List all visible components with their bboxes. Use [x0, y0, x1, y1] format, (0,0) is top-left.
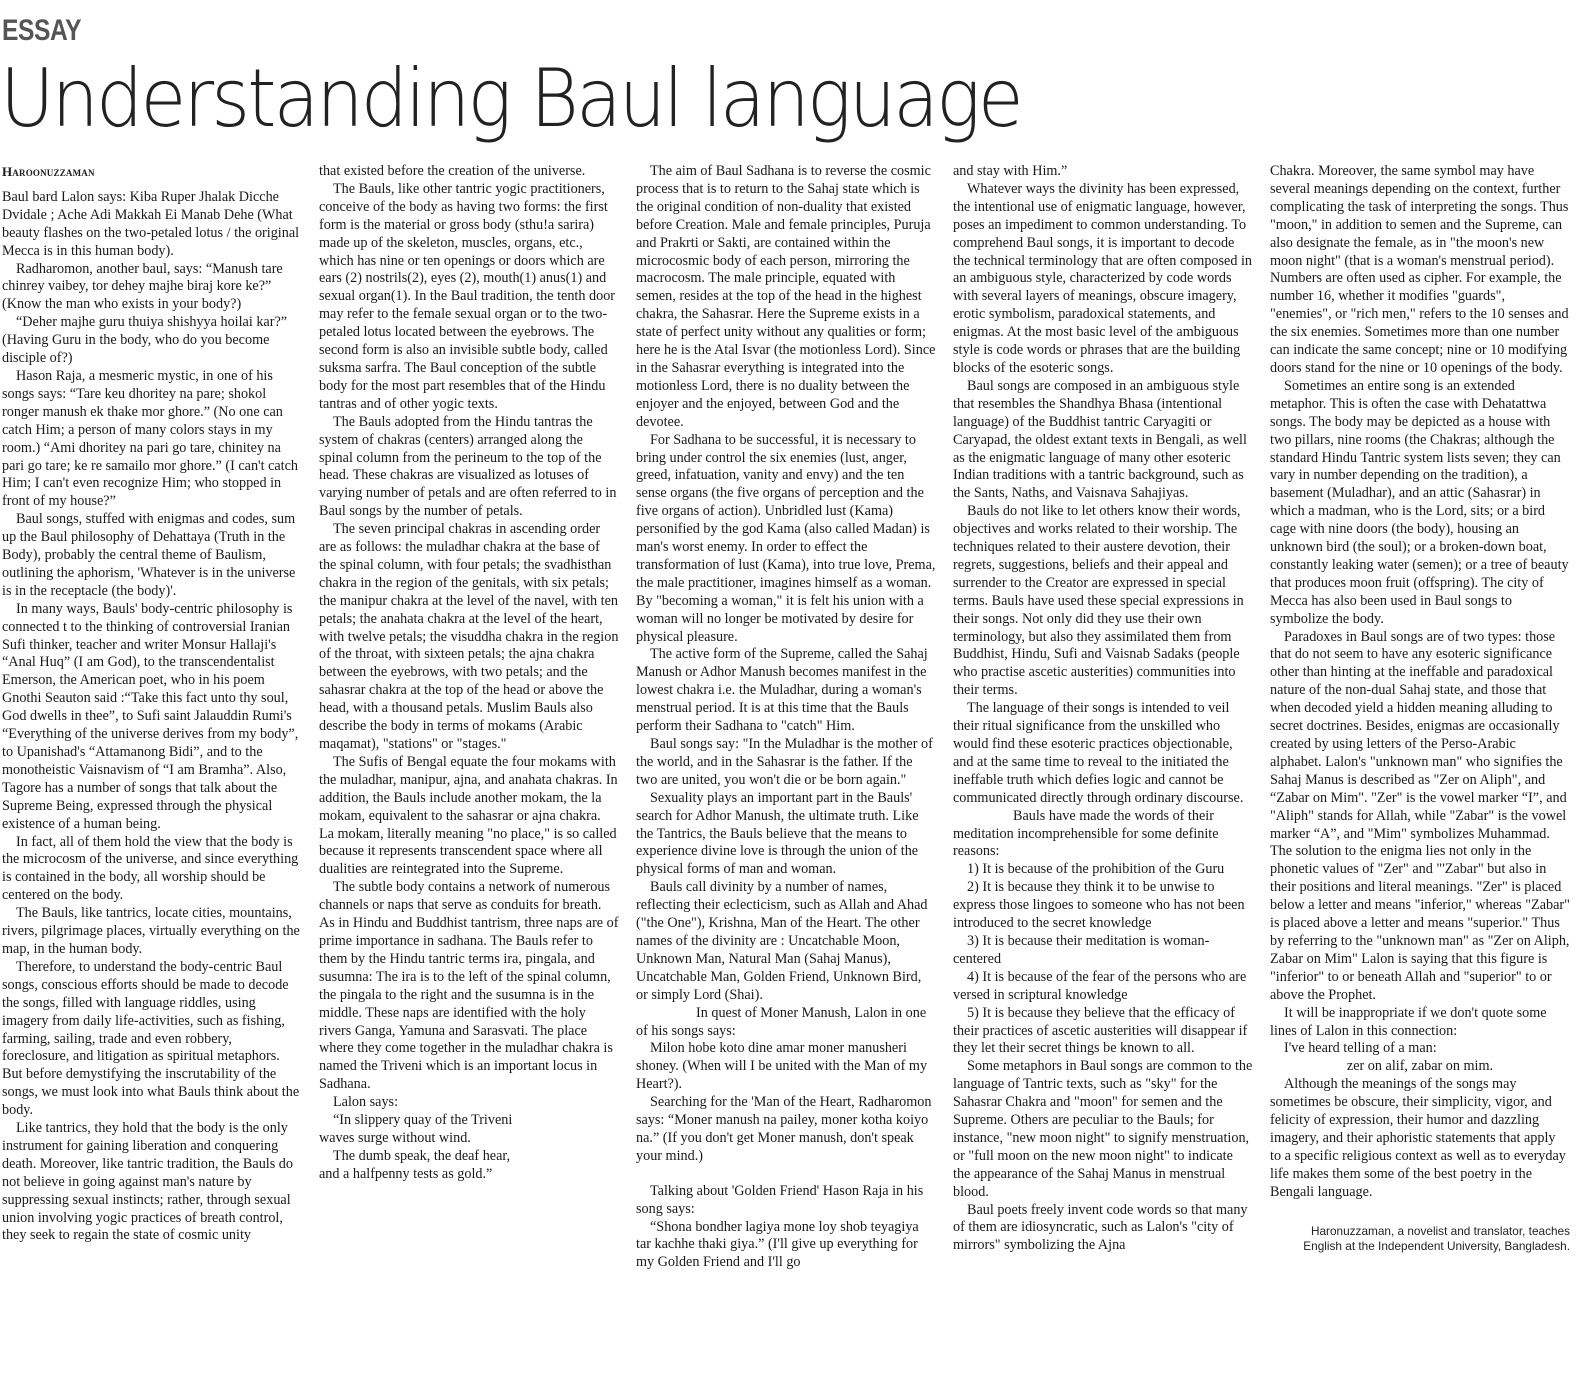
paragraph: Baul bard Lalon says: Kiba Ruper Jhalak Dicche Dvidale ; Ache Adi Makkah Ei Manab Dehe (What beauty flashes on the two-petaled lotus / the original Mecca is in this human body).	[2, 188, 300, 259]
paragraph: It will be inappropriate if we don't quote some lines of Lalon in this connection:	[1270, 1004, 1547, 1039]
verse-line: waves surge without wind.	[319, 1129, 471, 1146]
paragraph: Whatever ways the divinity has been expressed, the intentional use of enigmatic language, however, poses an impediment to common understanding. To comprehend Baul songs, it is important to decode the technical terminology that are often composed in an ambiguous style, characterized by code words with several layers of meanings, obscure imagery, erotic symbolism, paradoxical statements, and enigmas. At the most basic level of the ambiguous style is code words or phrases that are the building blocks of the esoteric songs.	[953, 180, 1253, 376]
verse-line: and a halfpenny tests as gold.”	[319, 1165, 493, 1182]
verse-line: The dumb speak, the deaf hear,	[333, 1147, 511, 1164]
paragraph: and stay with Him.”	[953, 163, 1068, 179]
paragraph: Some metaphors in Baul songs are common to the language of Tantric texts, such as "sky" for the Sahasrar Chakra and "moon" for semen and the Supreme. Others are peculiar to the Bauls; for instance, "new moon night" to signify menstruation, or "full moon on the new moon night" to indicate the appearance of the Sahaj Manus in menstrual blood.	[953, 1058, 1253, 1200]
paragraph: The subtle body contains a network of numerous channels or naps that serve as conduits for breath. As in Hindu and Buddhist tantrism, three naps are of prime importance in sadhana. The Bauls refer to them by the Hindu tantric terms ira, pingala, and susumna: The ira is to the left of the spinal column, the pingala to the right and the susumna is in the middle. These naps are identified with the holy rivers Ganga, Yamuna and Sarasvati. The place where they come together in the muladhar chakra is named the Triveni which is an important locus in Sadhana.	[319, 879, 619, 1093]
paragraph: Milon hobe koto dine amar moner manusheri shoney. (When will I be united with the Man of my Heart?).	[636, 1040, 928, 1093]
paragraph: In many ways, Bauls' body-centric philosophy is connected t to the thinking of controversial Iranian Sufi thinker, teacher and writer Monsur Hallaji's “Anal Huq” (I am God), to the transcendentalist Emerson, the American poet, who in his poem Gnothi Seauton said :“Take this fact unto thy soul, God dwells in thee”, to Sufi saint Jalauddin Rumi's “Everything of the universe derives from my body”, to Upanishad's “Attamanong Bidi”, and to the monotheistic Vaisnavism of “I am Bramha”. Also, Tagore has a number of songs that talk about the Supreme Being, expressed through the physical existence of a human being.	[2, 600, 299, 832]
paragraph: Bauls have made the words of their meditation incomprehensible for some definite reasons:	[953, 807, 1219, 860]
paragraph: that existed before the creation of the universe.	[319, 163, 586, 179]
list-item: 4) It is because of the fear of the persons who are versed in scriptural knowledge	[953, 968, 1247, 1003]
list-item: 1) It is because of the prohibition of the Guru	[967, 861, 1225, 878]
paragraph: In fact, all of them hold the view that the body is the microcosm of the universe, and since everything is contained in the body, all worship should be centered on the body.	[2, 833, 299, 904]
paragraph: The aim of Baul Sadhana is to reverse the cosmic process that is to return to the Sahaj state which is the original condition of non-duality that existed before Creation. Male and female principles, Puruja and Prakrti or Sakti, are contained within the microcosmic body of each person, mirroring the macrocosm. The male principle, equated with semen, resides at the top of the head in the highest chakra, the Sahasrar. Here the Supreme exists in a state of perfect unity without any qualities or form; here he is the Atal Isvar (the motionless Lord). Since in the Sahasrar everything is integrated into the motionless Lord, there is no duality between the enjoyer and the enjoyed, between God and the devotee.	[636, 163, 936, 430]
paragraph: The language of their songs is intended to veil their ritual significance from the unskilled who would find these esoteric practices objectionable, and at the same time to reveal to the initiated the ineffable truth which defies logic and cannot be communicated directly through ordinary discourse.	[953, 700, 1244, 806]
spacer	[636, 1166, 936, 1183]
page-title: Understanding Baul language	[0, 52, 1021, 145]
paragraph: Hason Raja, a mesmeric mystic, in one of his songs says: “Tare keu dhoritey na pare; shokol ronger manush ek thake mor ghore.” (No one can catch Him; a person of many colors stays in my room.) “Ami dhoritey na pari go tare, chinitey na pari go tare; ke re samailo mor ghore.” (I can't catch Him; I can't even recognize Him; who stopped in front of my house?”	[2, 367, 299, 510]
paragraph: For Sadhana to be successful, it is necessary to bring under control the six enemies (lust, anger, greed, infatuation, vanity and envy) and the ten sense organs (the five organs of perception and the five organs of action). Unbridled lust (Kama) personified by the god Kama (also called Madan) is man's worst enemy. In order to effect the transformation of lust (Kama), into true love, Prema, the male practitioner, imagines himself as a woman. By "becoming a woman," it is felt his union with a woman will no longer be motivated by desire for physical pleasure.	[636, 431, 936, 645]
article-body	[2, 163, 1570, 1391]
article-column-1	[2, 163, 302, 1391]
paragraph: Lalon says:	[333, 1094, 399, 1111]
list-item: 5) It is because they believe that the efficacy of their practices of ascetic austerities will disappear if they let their secret things be known to all.	[953, 1004, 1248, 1057]
paragraph: Radharomon, another baul, says: “Manush tare chinrey vaibey, tor dehey majhe biraj kore ke?” (Know the man who exists in your body?)	[2, 260, 283, 313]
paragraph: Bauls call divinity by a number of names, reflecting their eclecticism, such as Allah and Ahad ("the One"), Krishna, Man of the Heart. The other names of the divinity are : Uncatchable Moon, Unknown Man, Natural Man (Sahaj Manus), Uncatchable Man, Golden Friend, Unknown Bird, or simply Lord (Shai).	[636, 879, 928, 1003]
list-item: 2) It is because they think it to be unwise to express those lingoes to someone who has not been introduced to the secret knowledge	[953, 879, 1245, 932]
paragraph: Although the meanings of the songs may sometimes be obscure, their simplicity, vigor, and felicity of expression, their humor and dazzling imagery, and their aphoristic statements that apply to a specific religious context as well as to everyday life makes them some of the best poetry in the Bengali language.	[1270, 1076, 1566, 1200]
paragraph: Therefore, to understand the body-centric Baul songs, conscious efforts should be made to decode the songs, filled with language riddles, using imagery from daily life-activities, such as fishing, farming, sailing, trade and even robbery, foreclosure, and litigation as spiritual metaphors. But before demystifying the inscrutability of the songs, we must look into what Bauls think about the body.	[2, 958, 300, 1119]
author-bio: Haronuzzaman, a novelist and translator, teaches English at the Independent University, Bangladesh.	[1303, 1223, 1570, 1254]
article-column-4	[953, 163, 1253, 1391]
verse-line: I've heard telling of a man:	[1284, 1040, 1437, 1057]
article-column-5	[1270, 163, 1570, 1391]
paragraph: Baul songs say: "In the Muladhar is the mother of the world, and in the Sahasrar is the father. If the two are united, you won't die or be born again."	[636, 736, 933, 788]
paragraph: “Deher majhe guru thuiya shishyya hoilai kar?” (Having Guru in the body, who do you become disciple of?)	[2, 314, 288, 367]
paragraph: Sexuality plays an important part in the Bauls' search for Adhor Manush, the ultimate truth. Like the Tantrics, the Bauls believe that the means to experience divine love is through the union of the physical forms of man and woman.	[636, 789, 919, 878]
paragraph: Paradoxes in Baul songs are of two types: those that do not seem to have any esoteric significance other than hinting at the ineffable and paradoxical nature of the non-dual Sahaj state, and those that when decoded yield a hidden meaning alluding to secret doctrines. Besides, enigmas are occasionally created by using letters of the Perso-Arabic alphabet. Lalon's "unknown man" who signifies the Sahaj Manus is described as "Zer on Aliph", and “Zabar on Mim". "Zer" is the vowel marker “I”, and "Aliph" stands for Allah, while "Zabar" is the vowel marker “A”, and "Mim" symbolizes Muhammad. The solution to the enigma lies not only in the phonetic values of "Zer" and "'Zabar" but also in their positions and literal meanings. "Zer" is placed below a letter and means "inferior," whereas "Zabar" is placed above a letter and means "superior." Thus by referring to the "unknown man" as "Zer on Aliph, Zabar on Mim" Lalon is saying that this figure is "inferior" to or beneath Allah and "superior" to or above the Prophet.	[1270, 628, 1570, 1003]
section-kicker: ESSAY	[2, 14, 82, 47]
paragraph: Bauls do not like to let others know their words, objectives and works related to their worship. The techniques related to their austere devotion, their regrets, suggestions, beliefs and their appeal and surrender to the Creator are expressed in special terms. Bauls have used these special expressions in their songs. Not only did they use their own terminology, but also they assimilated them from Buddhist, Hindu, Sufi and Vaisnab Sadaks (people who practise ascetic austerities) communities into their terms.	[953, 503, 1244, 699]
byline: Haroonuzzaman	[2, 164, 95, 179]
paragraph: Searching for the 'Man of the Heart, Radharomon says: “Moner manush na pailey, moner kotha koiyo na.” (If you don't get Moner manush, don't speak your mind.)	[636, 1094, 932, 1164]
verse-line: zer on alif, zabar on mim.	[1346, 1058, 1494, 1075]
paragraph: The Sufis of Bengal equate the four mokams with the muladhar, manipur, ajna, and anahata chakras. In addition, the Bauls include another mokam, the la mokam, equivalent to the sahasrar or ajna chakra. La mokam, literally meaning "no place," is so called because it represents transcendent space where all dualities are reintegrated into the Supreme.	[319, 753, 618, 878]
list-item: 3) It is because their meditation is woman-centered	[953, 932, 1210, 967]
paragraph: The active form of the Supreme, called the Sahaj Manush or Adhor Manush becomes manifest in the lowest chakra i.e. the Muladhar, during a woman's menstrual period. It is at this time that the Bauls perform their Sadhana to "catch" Him.	[636, 646, 928, 735]
paragraph: Sometimes an entire song is an extended metaphor. This is often the case with Dehatattwa songs. The body may be depicted as a house with two pillars, nine rooms (the Chakras; although the standard Hindu Tantric system lists seven; they can vary in number depending on the tradition), a basement (Muladhar), and an attic (Sahasrar) in which a madman, who is the Lord, sits; or a bird cage with nine doors (the body), housing an unknown bird (the soul); or a broken-down boat, constantly leaking water (semen); or a tree of beauty that produces moon fruit (offspring). The city of Mecca has also been used in Baul songs to symbolize the body.	[1270, 377, 1569, 627]
paragraph: Baul songs, stuffed with enigmas and codes, sum up the Baul philosophy of Dehattaya (Truth in the Body), probably the central theme of Baulism, outlining the aphorism, 'Whatever is in the universe is in the receptacle (the body)'.	[2, 511, 296, 599]
paragraph: In quest of Moner Manush, Lalon in one of his songs says:	[636, 1004, 927, 1039]
paragraph: The seven principal chakras in ascending order are as follows: the muladhar chakra at the base of the spinal column, with four petals; the svadhisthan chakra in the region of the genitals, with six petals; the manipur chakra at the level of the navel, with ten petals; the anahata chakra at the level of the heart, with twelve petals; the visuddha chakra in the region of the throat, with sixteen petals; the ajna chakra between the eyebrows, with two petals; and the sahasrar chakra at the top of the head or above the head, with a thousand petals. Muslim Bauls also describe the body in terms of mokams (Arabic maqamat), "stations" or "stages."	[319, 521, 619, 752]
paragraph: The Bauls adopted from the Hindu tantras the system of chakras (centers) arranged along the spinal column from the perineum to the top of the head. These chakras are visualized as lotuses of varying number of petals and are often referred to in Baul songs by the number of petals.	[319, 413, 617, 520]
paragraph: Baul songs are composed in an ambiguous style that resembles the Shandhya Bhasa (intentional language) of the Buddhist tantric Caryagiti or Caryapad, the oldest extant texts in Bengali, as well as the enigmatic language of many other esoteric Indian traditions with a tantric background, such as the Sants, Naths, and Vaisnava Sahajiyas.	[953, 377, 1247, 502]
paragraph: The Bauls, like tantrics, locate cities, mountains, rivers, pilgrimage places, virtually everything on the map, in the human body.	[2, 905, 300, 957]
paragraph: “Shona bondher lagiya mone loy shob teyagiya tar kachhe thaki giya.” (I'll give up everything for my Golden Friend and I'll go	[636, 1218, 919, 1271]
paragraph: Like tantrics, they hold that the body is the only instrument for gaining liberation and conquering death. Moreover, like tantric tradition, the Bauls do not believe in going against man's nature by suppressing sexual instincts; rather, through sexual union involving yogic practices of breath control, they seek to regain the state of cosmic unity	[2, 1120, 293, 1244]
paragraph: Baul poets freely invent code words so that many of them are idiosyncratic, such as Lalon's "city of mirrors" symbolizing the Ajna	[953, 1201, 1248, 1254]
paragraph: The Bauls, like other tantric yogic practitioners, conceive of the body as having two forms: the first form is the material or gross body (sthu!a sarira) made up of the skeleton, muscles, organs, etc., which has nine or ten openings or doors which are ears (2) nostrils(2), eyes (2), mouth(1) anus(1) and sexual organ(1). In the Baul tradition, the tenth door may refer to the female sexual organ or to the two-petaled lotus located between the eyebrows. The second form is also an invisible subtle body, called suksma sarfra. The Baul conception of the subtle body for the most part resembles that of the Hindu tantras and of other yogic texts.	[319, 180, 616, 412]
article-column-3	[636, 163, 936, 1391]
paragraph: Chakra. Moreover, the same symbol may have several meanings depending on the context, further complicating the task of interpreting the songs. Thus "moon," in addition to semen and the Supreme, can also designate the female, as in "the moon's new moon night" (that is a woman's menstrual period). Numbers are often used as cipher. For example, the number 16, whether it modifies "guards", "enemies", or "rich men," refers to the 10 senses and the six enemies. Sometimes more than one number can indicate the same concept; nine or 10 modifying doors stand for the nine or 10 openings of the body.	[1270, 163, 1569, 376]
paragraph: Talking about 'Golden Friend' Hason Raja in his song says:	[636, 1182, 924, 1217]
verse-line: “In slippery quay of the Triveni	[333, 1112, 513, 1129]
article-column-2	[319, 163, 619, 1391]
